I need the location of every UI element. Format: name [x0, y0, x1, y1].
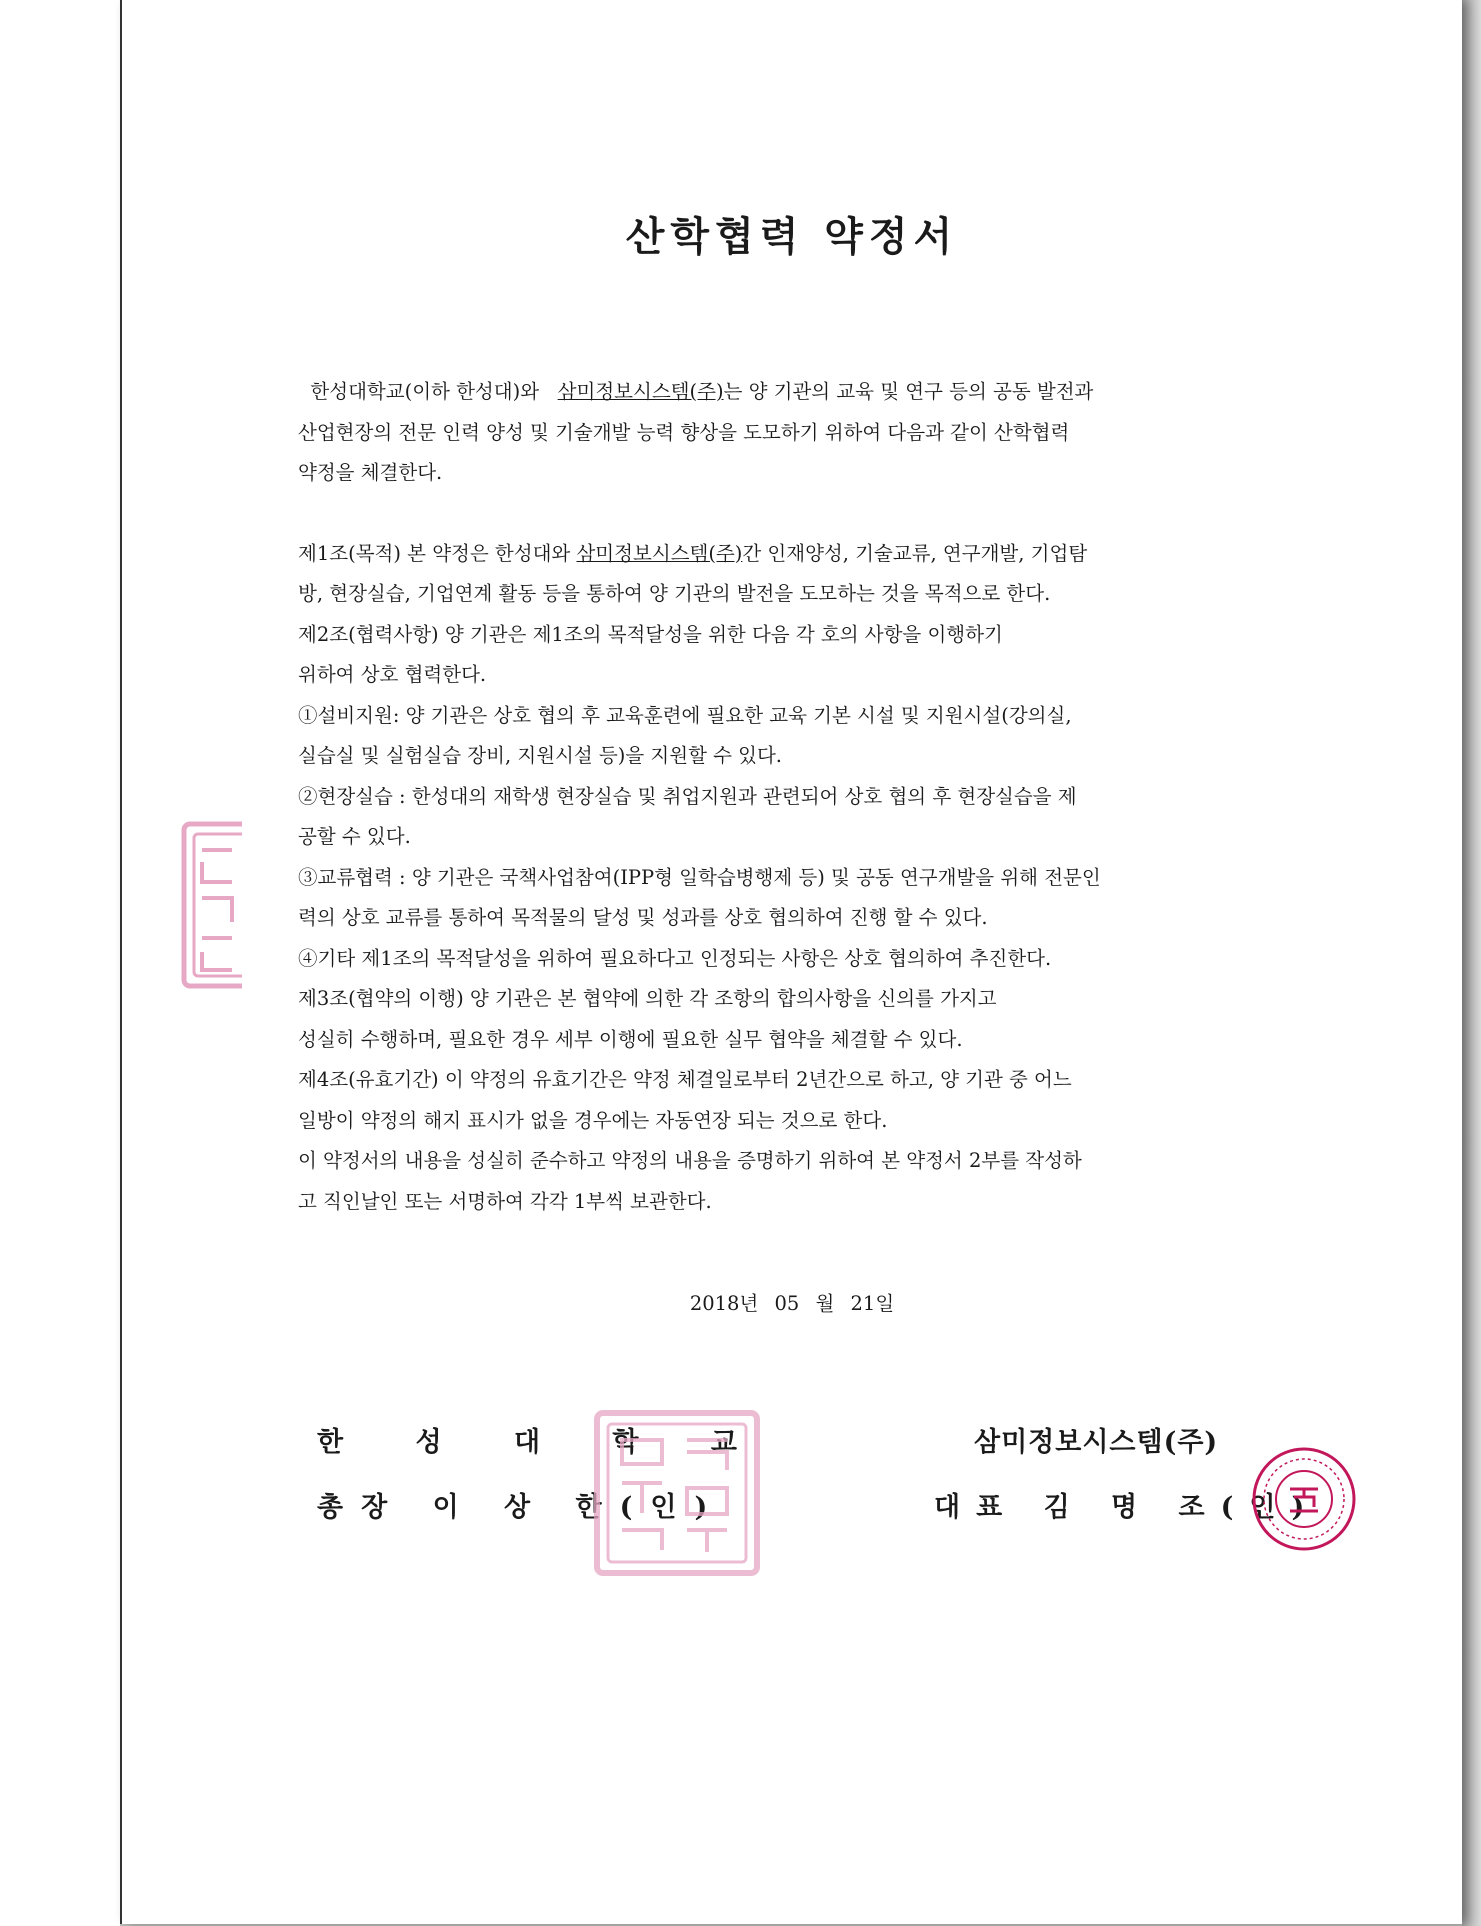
seam-seal-stamp-icon	[180, 820, 242, 990]
left-party-char-4: 학	[612, 1427, 639, 1458]
article1-line-2: 방, 현장실습, 기업연계 활동 등을 통하여 양 기관의 발전을 도모하는 것을 목적으로 한다.	[298, 582, 1051, 605]
article2-item4-line-1: ④기타 제1조의 목적달성을 위하여 필요하다고 인정되는 사항은 상호 협의하여 추진한다.	[298, 946, 1052, 970]
article2-item2-line-1: ②현장실습 : 한성대의 재학생 현장실습 및 취업지원과 관련되어 상호 협의 후 현장실습을 제	[298, 784, 1077, 808]
document-page	[120, 0, 1462, 1924]
intro-party2: 삼미정보시스템(주)	[557, 380, 724, 403]
article2-line-1: 제2조(협력사항) 양 기관은 제1조의 목적달성을 위한 다음 각 호의 사항을 이행하기	[298, 622, 1003, 646]
university-seal-stamp-icon	[592, 1408, 762, 1578]
company-seal-stamp-icon	[1250, 1445, 1358, 1553]
article2-item2-line-2: 공할 수 있다.	[298, 825, 411, 848]
intro-party1: 한성대학교(이하 한성대)와	[310, 380, 540, 403]
closing-line-2: 고 직인날인 또는 서명하여 각각 1부씩 보관한다.	[298, 1189, 712, 1213]
agreement-date: 2018년 05 월 21일	[689, 1292, 895, 1315]
article2-item1-line-2: 실습실 및 실험실습 장비, 지원시설 등)을 지원할 수 있다.	[298, 744, 783, 767]
closing-line-1: 이 약정서의 내용을 성실히 준수하고 약정의 내용을 증명하기 위하여 본 약정서 2부를 작성하	[298, 1149, 1082, 1172]
intro-rest: 는 양 기관의 교육 및 연구 등의 공동 발전과	[723, 380, 1094, 403]
left-party-char-1: 한	[317, 1427, 344, 1458]
article2-item3-line-2: 력의 상호 교류를 통하여 목적물의 달성 및 성과를 상호 협의하여 진행 할 수 있다.	[298, 906, 988, 929]
left-party-char-3: 대	[513, 1427, 541, 1458]
scan-left-margin	[0, 0, 120, 1926]
article4-line-1: 제4조(유효기간) 이 약정의 유효기간은 약정 체결일로부터 2년간으로 하고, 양 기관 중 어느	[298, 1068, 1072, 1091]
article2-line-2: 위하여 상호 협력한다.	[298, 663, 487, 686]
document-title: 산학협력 약정서	[625, 213, 959, 260]
article2-item3-line-1: ③교류협력 : 양 기관은 국책사업참여(IPP형 일학습병행제 등) 및 공동 연구개발을 위해 전문인	[298, 865, 1101, 889]
document-body	[298, 372, 1308, 1222]
right-party-name: 삼미정보시스템(주)	[974, 1427, 1219, 1458]
article2-item1-line-1: ①설비지원: 양 기관은 상호 협의 후 교육훈련에 필요한 교육 기본 시설 및 지원시설(강의실,	[298, 703, 1072, 727]
article1-prefix: 제1조(목적) 본 약정은 한성대와	[298, 541, 577, 565]
intro-line-2: 산업현장의 전문 인력 양성 및 기술개발 능력 향상을 도모하기 위하여 다음과 같이 산학협력	[298, 420, 1070, 444]
left-party-char-5: 교	[710, 1427, 737, 1458]
left-party-representative: 총장 이 상 한(인)	[317, 1492, 726, 1523]
article1-company: 삼미정보시스템(주)	[576, 541, 743, 565]
intro-line-3: 약정을 체결한다.	[298, 461, 443, 484]
intro-line-1	[298, 372, 1308, 413]
article1-line-1	[298, 534, 1308, 575]
left-party-char-2: 성	[415, 1427, 442, 1458]
article3-line-1: 제3조(협약의 이행) 양 기관은 본 협약에 의한 각 조항의 합의사항을 신의를 가지고	[298, 987, 997, 1010]
scan-right-shadow	[1462, 0, 1481, 1926]
right-party-representative: 대표 김 명 조(인)	[934, 1492, 1321, 1523]
article4-line-2: 일방이 약정의 해지 표시가 없을 경우에는 자동연장 되는 것으로 한다.	[298, 1108, 888, 1132]
article1-rest: 간 인재양성, 기술교류, 연구개발, 기업탐	[742, 541, 1088, 565]
article3-line-2: 성실히 수행하며, 필요한 경우 세부 이행에 필요한 실무 협약을 체결할 수 있다.	[298, 1027, 963, 1051]
